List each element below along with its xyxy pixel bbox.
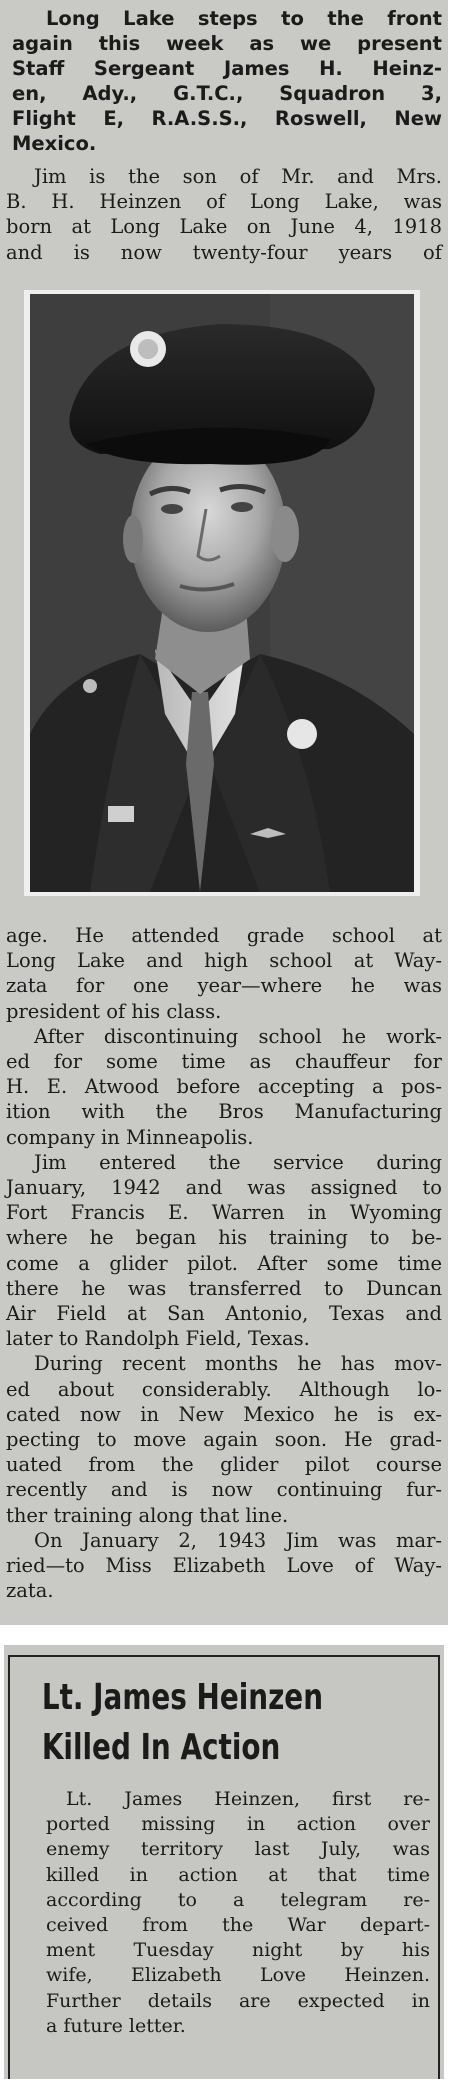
body-line: recently and is now continuing fur- [6,1478,442,1502]
headline-line: en, Ady., G.T.C., Squadron 3, [12,82,442,105]
headline-line: Long Lake steps to the front [46,7,442,30]
body-line: ment Tuesday night by his [46,1939,430,1962]
body-line: company in Minneapolis. [6,1125,254,1149]
newspaper-clipping-obituary [4,1645,444,2079]
profile-intro [0,164,448,265]
headline-line: Flight E, R.A.S.S., Roswell, New [12,107,442,130]
body-line: January, 1942 and was assigned to [6,1176,442,1200]
body-line: enemy territory last July, was [46,1838,430,1861]
body-line: ported missing in action over [46,1813,430,1836]
body-line: later to Randolph Field, Texas. [6,1327,310,1351]
headline-line: again this week as we present [12,32,442,55]
body-line: age. He attended grade school at [6,924,442,947]
headline-line: Mexico. [12,132,97,155]
body-line: ed for some time as chauffeur for [6,1050,442,1074]
body-line: a future letter. [46,2014,186,2037]
intro-line: born at Long Lake on June 4, 1918 [6,215,442,239]
soldier-portrait-illustration [30,294,414,892]
body-line: After discontinuing school he work- [34,1024,442,1048]
body-line: ther training along that line. [6,1503,289,1527]
body-line: Long Lake and high school at Way- [6,949,442,973]
obituary-body [4,1787,444,2039]
body-line: come a glider pilot. After some time [6,1251,442,1275]
body-line: Jim entered the service during [34,1150,442,1174]
body-line: ried—to Miss Elizabeth Love of Way- [6,1554,442,1578]
body-line: ition with the Bros Manufacturing [6,1100,442,1124]
body-line: zata for one year—where he was [6,974,442,998]
body-line: Lt. James Heinzen, first re- [66,1788,430,1810]
headline-line: Lt. James Heinzen [41,1677,324,1718]
soldier-portrait-photo [30,294,414,892]
intro-line: Jim is the son of Mr. and Mrs. [34,165,442,188]
body-line: where he began his training to be- [6,1226,442,1250]
portrait-photo-frame [24,290,420,896]
body-line: Fort Francis E. Warren in Wyoming [6,1201,442,1225]
body-line: uated from the glider pilot course [6,1453,442,1477]
profile-body [0,923,448,1603]
body-line: wife, Elizabeth Love Heinzen. [46,1964,430,1987]
body-line: H. E. Atwood before accepting a pos- [6,1075,442,1099]
intro-line: B. H. Heinzen of Long Lake, was [6,190,442,214]
body-line: ed about considerably. Although lo- [6,1377,442,1401]
obituary-headline [4,1673,382,1773]
body-line: killed in action at that time [46,1863,430,1886]
body-line: ceived from the War depart- [46,1914,430,1937]
headline-line: Killed In Action [41,1727,281,1768]
intro-line: and is now twenty-four years of [6,240,442,264]
profile-headline [0,6,448,156]
body-line: cated now in New Mexico he is ex- [6,1402,442,1426]
body-line: zata. [6,1579,54,1603]
body-line: there he was transferred to Duncan [6,1276,442,1300]
body-line: pecting to move again soon. He grad- [6,1428,442,1452]
body-line: On January 2, 1943 Jim was mar- [34,1528,442,1552]
body-line: During recent months he has mov- [34,1352,442,1376]
body-line: according to a telegram re- [46,1888,430,1911]
headline-line: Staff Sergeant James H. Heinz- [12,57,442,80]
body-line: Air Field at San Antonio, Texas and [6,1302,442,1326]
body-line: Further details are expected in [46,1989,430,2012]
body-line: president of his class. [6,999,222,1023]
